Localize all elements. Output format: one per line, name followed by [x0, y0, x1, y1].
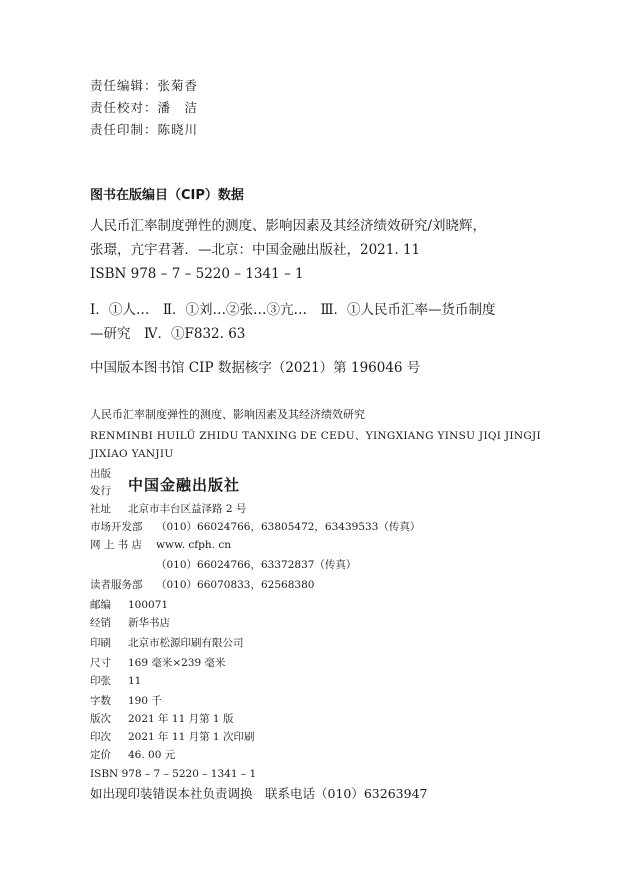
publisher-label [90, 466, 111, 500]
detail-label: 网 上 书 店 [90, 539, 143, 551]
detail-row-postcode [90, 596, 168, 614]
cip-isbn: ISBN 978 – 7 – 5220 – 1341 – 1 [90, 266, 304, 282]
publisher-logo: 中国金融出版社 [128, 476, 241, 494]
proofreader-label: 责任校对： [90, 100, 158, 115]
detail-value: （010）66024766，63805472，63439533（传真） [156, 521, 421, 533]
detail-row-online-store-phone [90, 556, 356, 574]
detail-value: 169 毫米×239 毫米 [128, 657, 226, 669]
detail-value: 2021 年 11 月第 1 版 [128, 713, 234, 725]
detail-value: （010）66024766，63372837（传真） [156, 559, 357, 571]
detail-row-address [90, 500, 246, 518]
editor-value: 张菊香 [157, 78, 199, 93]
detail-row-size [90, 654, 226, 672]
publisher-label-publish: 出版 [90, 468, 111, 480]
detail-label: 社址 [90, 503, 111, 515]
detail-label: 印张 [90, 675, 111, 687]
detail-value: 46. 00 元 [128, 749, 176, 761]
detail-label: 邮编 [90, 599, 111, 611]
detail-value: 190 千 [128, 695, 162, 707]
detail-label: 印刷 [90, 637, 111, 649]
detail-value: 11 [128, 675, 142, 687]
detail-value: 北京市松源印刷有限公司 [128, 637, 244, 649]
cip-classification-line-1: Ⅰ．①人… Ⅱ．①刘…②张…③亢… Ⅲ．①人民币汇率—货币制度 [90, 302, 496, 318]
detail-row-printer [90, 634, 244, 652]
detail-label: 尺寸 [90, 657, 111, 669]
cip-record-number: 中国版本图书馆 CIP 数据核字（2021）第 196046 号 [90, 360, 421, 376]
editor-credit-row [90, 76, 198, 96]
book-title-pinyin-line-2: JIXIAO YANJIU [90, 448, 174, 460]
detail-label: 印次 [90, 731, 111, 743]
book-title-pinyin-line-1: RENMINBI HUILÜ ZHIDU TANXING DE CEDU、YINGXIANG YINSU JIQI JINGJI [90, 430, 541, 442]
cip-heading: 图书在版编目（CIP）数据 [90, 188, 244, 203]
print-supervisor-credit-row [90, 120, 198, 140]
footer-notice: 如出现印装错误本社负责调换 联系电话（010）63263947 [90, 786, 428, 801]
proofreader-value: 潘 洁 [157, 100, 199, 115]
proofreader-credit-row [90, 98, 198, 118]
detail-value: 北京市丰台区益泽路 2 号 [128, 503, 247, 515]
detail-value: 100071 [128, 599, 169, 611]
isbn-bottom: ISBN 978 – 7 – 5220 – 1341 – 1 [90, 768, 257, 780]
detail-label: 读者服务部 [90, 579, 143, 591]
detail-row-online-store [90, 536, 231, 554]
detail-row-printing [90, 728, 254, 746]
editor-label: 责任编辑： [90, 78, 158, 93]
book-title-chinese: 人民币汇率制度弹性的测度、影响因素及其经济绩效研究 [90, 408, 365, 421]
detail-row-reader-service [90, 576, 314, 594]
detail-label: 市场开发部 [90, 521, 143, 533]
detail-value: 新华书店 [128, 617, 170, 629]
cip-title-line-2: 张璟，亢宇君著．—北京：中国金融出版社，2021. 11 [90, 242, 421, 258]
detail-label: 字数 [90, 695, 111, 707]
detail-label: 定价 [90, 749, 111, 761]
print-supervisor-value: 陈晓川 [157, 122, 199, 137]
detail-row-distributor [90, 614, 170, 632]
detail-row-sheets [90, 672, 141, 690]
detail-row-edition [90, 710, 233, 728]
detail-label: 经销 [90, 617, 111, 629]
detail-row-price [90, 746, 175, 764]
detail-row-word-count [90, 692, 162, 710]
detail-value: 2021 年 11 月第 1 次印刷 [128, 731, 255, 743]
print-supervisor-label: 责任印制： [90, 122, 158, 137]
detail-value: www. cfph. cn [156, 539, 231, 551]
publisher-label-distribute: 发行 [90, 485, 111, 497]
cip-classification-line-2: —研究 Ⅳ．①F832. 63 [90, 326, 246, 342]
detail-label: 版次 [90, 713, 111, 725]
detail-row-market [90, 518, 420, 536]
cip-title-line-1: 人民币汇率制度弹性的测度、影响因素及其经济绩效研究/刘晓辉， [90, 218, 487, 234]
detail-value: （010）66070833，62568380 [156, 579, 315, 591]
